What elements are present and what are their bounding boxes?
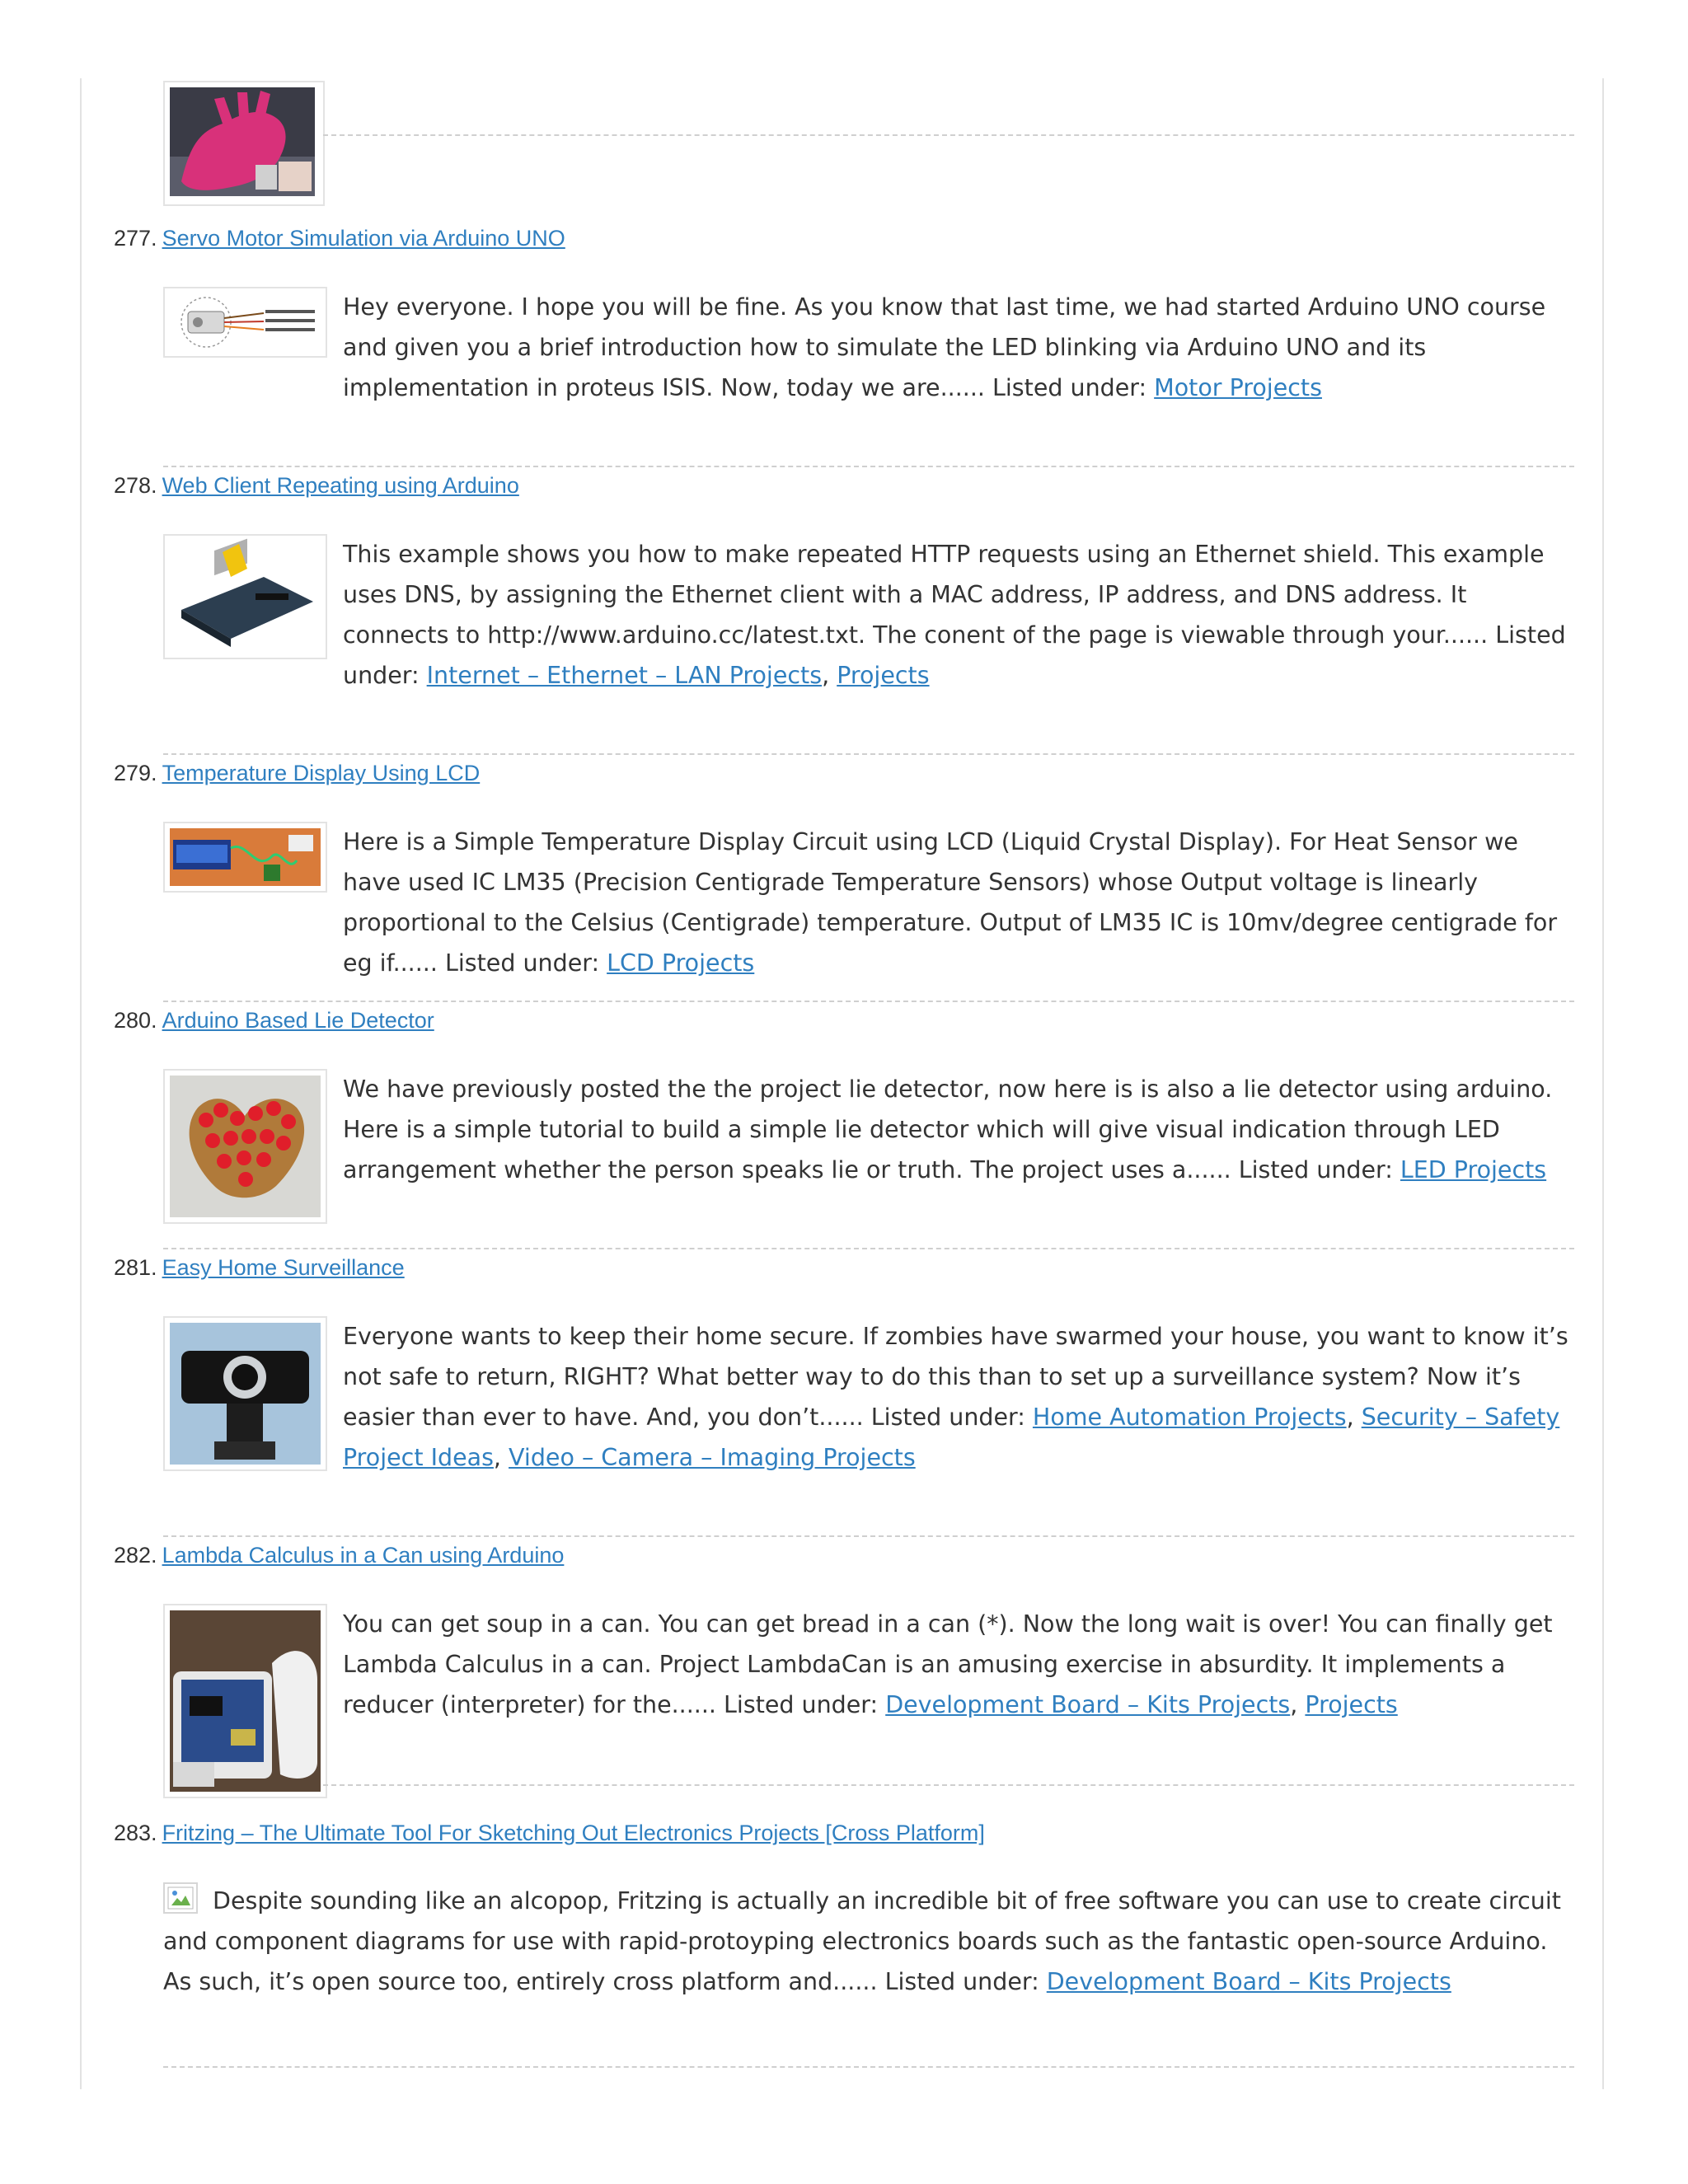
glove-thumbnail[interactable] <box>163 81 325 206</box>
category-link[interactable]: Projects <box>837 662 930 689</box>
lcd-circuit-thumbnail[interactable] <box>163 822 327 893</box>
item-number: 277. <box>114 226 157 251</box>
separator <box>163 1248 1574 1249</box>
item-title-link[interactable]: Servo Motor Simulation via Arduino UNO <box>162 226 565 251</box>
item-heading <box>114 1006 434 1034</box>
separator <box>323 134 1574 136</box>
separator <box>323 1784 1574 1786</box>
separator <box>163 1001 1574 1002</box>
item-description: Hey everyone. I hope you will be fine. As you know that last time, we had started Arduino UNO course and given you a brief introduction how to simulate the LED blinking via Arduino UNO and its implementation in proteus ISIS. Now, today we are...... Listed under: Motor Projects <box>343 293 1546 401</box>
separator <box>163 753 1574 755</box>
category-link[interactable]: LCD Projects <box>607 949 755 977</box>
webcam-thumbnail[interactable] <box>163 1316 327 1471</box>
item-title-link[interactable]: Easy Home Surveillance <box>162 1255 405 1280</box>
item-heading <box>114 471 519 499</box>
item-description: Here is a Simple Temperature Display Circuit using LCD (Liquid Crystal Display). For Heat Sensor we have used IC LM35 (Precision Centigrade Temperature Sensors) whose Output voltage is linearly proportional to the Celsius (Centigrade) temperature. Output of LM35 IC is 10mv/degree centigrade for eg if...... Listed under: LCD Projects <box>343 828 1558 977</box>
lambda-can-thumbnail[interactable] <box>163 1604 327 1798</box>
item-heading <box>114 759 480 787</box>
ethernet-shield-thumbnail[interactable] <box>163 534 327 659</box>
separator <box>163 466 1574 467</box>
servo-thumbnail[interactable] <box>163 287 327 358</box>
category-link[interactable]: Projects <box>1305 1691 1398 1718</box>
item-description: This example shows you how to make repeated HTTP requests using an Ethernet shield. This example uses DNS, by assigning the Ethernet client with a MAC address, IP address, and DNS address. It connects to http://www.arduino.cc/latest.txt. The conent of the page is viewable through your...... Listed under: Internet – Ethernet – LAN Projects, Projects <box>343 541 1566 689</box>
item-number: 278. <box>114 473 157 498</box>
item-title-link[interactable]: Arduino Based Lie Detector <box>162 1008 434 1033</box>
item-heading <box>114 1254 405 1282</box>
item-heading <box>114 224 565 252</box>
item-number: 280. <box>114 1008 157 1033</box>
item-title-link[interactable]: Lambda Calculus in a Can using Arduino <box>162 1543 565 1568</box>
category-link[interactable]: Development Board – Kits Projects <box>885 1691 1291 1718</box>
item-number: 282. <box>114 1543 157 1568</box>
item-description: You can get soup in a can. You can get bread in a can (*). Now the long wait is over! You can finally get Lambda Calculus in a can. Project LambdaCan is an amusing exercise in absurdity. It implements a reducer (interpreter) for the...... Listed under: Development Board – Kits Projects, Projects <box>343 1610 1553 1718</box>
category-link[interactable]: Motor Projects <box>1154 374 1322 401</box>
category-link[interactable]: Security – Safety Project Ideas <box>343 1404 1560 1471</box>
broken-image-icon <box>163 1882 198 1914</box>
item-description: Everyone wants to keep their home secure. If zombies have swarmed your house, you want to know it’s not safe to return, RIGHT? What better way to do this than to set up a surveillance system? Now it’s easier than ever to have. And, you don’t...... Listed under: Home Automation Projects, Security – Safety Project Ideas, Video – Camera – Imaging Projects <box>343 1323 1568 1471</box>
item-heading <box>114 1819 985 1847</box>
separator <box>163 2066 1574 2068</box>
item-number: 283. <box>114 1821 157 1845</box>
led-heart-thumbnail[interactable] <box>163 1069 327 1224</box>
item-heading <box>114 1541 564 1569</box>
category-link[interactable]: LED Projects <box>1400 1156 1547 1183</box>
item-title-link[interactable]: Temperature Display Using LCD <box>162 761 481 785</box>
item-description: We have previously posted the the project lie detector, now here is is also a lie detector using arduino. Here is a simple tutorial to build a simple lie detector which will give visual indication through LED arrangement whether the person speaks lie or truth. The project uses a...... Listed under: LED Projects <box>343 1076 1553 1183</box>
category-link[interactable]: Internet – Ethernet – LAN Projects <box>426 662 823 689</box>
item-number: 281. <box>114 1255 157 1280</box>
category-link[interactable]: Home Automation Projects <box>1032 1404 1347 1431</box>
item-description: Despite sounding like an alcopop, Fritzing is actually an incredible bit of free software you can use to create circuit and component diagrams for use with rapid-protoyping electronics boards such as the fantastic open-source Arduino. As such, it’s open source too, entirely cross platform and...... Listed under: Development Board – Kits Projects <box>163 1881 1579 2002</box>
category-link[interactable]: Development Board – Kits Projects <box>1046 1968 1451 1995</box>
item-number: 279. <box>114 761 157 785</box>
item-title-link[interactable]: Web Client Repeating using Arduino <box>162 473 519 498</box>
item-title-link[interactable]: Fritzing – The Ultimate Tool For Sketching Out Electronics Projects [Cross Platform] <box>162 1821 985 1845</box>
category-link[interactable]: Video – Camera – Imaging Projects <box>509 1444 916 1471</box>
separator <box>163 1535 1574 1537</box>
